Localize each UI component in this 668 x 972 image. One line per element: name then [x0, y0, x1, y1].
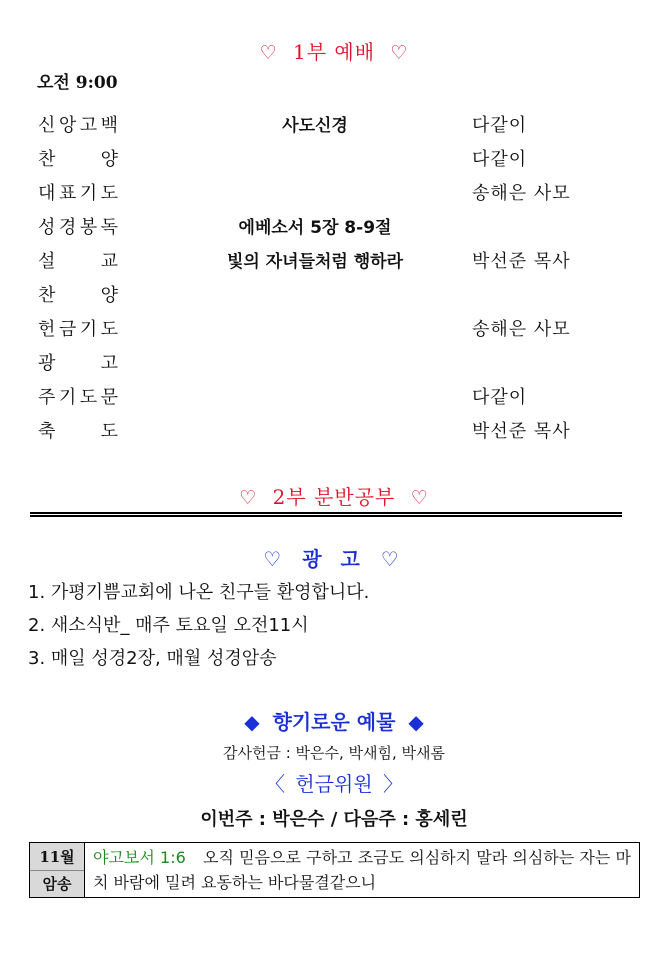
order-item-label — [38, 417, 118, 443]
order-row — [0, 111, 668, 141]
order-item-leader: 다같이 — [472, 149, 528, 170]
offering-title — [0, 706, 668, 735]
order-item-leader: 다같이 — [472, 115, 528, 136]
order-item-label-char: 백 — [100, 115, 118, 136]
heart-icon: ♡ — [390, 42, 409, 64]
order-item-label — [38, 281, 118, 307]
verse-month: 11월 — [30, 843, 84, 871]
memory-verse-text — [85, 843, 639, 897]
order-item-label-char: 문 — [100, 387, 118, 408]
offering-committee-title — [0, 768, 668, 797]
heart-icon: ♡ — [410, 487, 429, 509]
order-item-label — [38, 247, 118, 273]
order-item-detail: 사도신경 — [282, 116, 348, 136]
order-item-label-char: 설 — [38, 251, 56, 272]
order-item-label-char: 독 — [100, 217, 118, 238]
diamond-icon: ◆ — [408, 710, 424, 734]
order-item-label-char: 대 — [38, 183, 56, 204]
order-item-label-char: 도 — [100, 421, 118, 442]
order-item-label-char: 신 — [38, 115, 56, 136]
heart-icon: ♡ — [259, 42, 278, 64]
order-item-label-char: 광 — [38, 353, 56, 374]
thanks-offering: 감사헌금 : 박은수, 박새힘, 박새롬 — [222, 744, 446, 762]
order-item-label-char: 도 — [100, 183, 118, 204]
announcement-item: 1. 가평기쁨교회에 나온 친구들 환영합니다. — [28, 582, 370, 603]
order-row — [0, 281, 668, 311]
order-item-label-char: 고 — [79, 115, 98, 136]
service2-title — [0, 481, 668, 510]
order-item-label — [38, 179, 118, 205]
heart-icon: ♡ — [380, 547, 405, 571]
order-row — [0, 213, 668, 243]
order-row — [0, 247, 668, 277]
order-item-detail: 빛의 자녀들처럼 행하라 — [226, 252, 404, 272]
order-item-label-char: 기 — [58, 387, 77, 408]
order-item-label-char: 주 — [38, 387, 56, 408]
heart-icon: ♡ — [263, 547, 288, 571]
section-divider — [30, 512, 622, 517]
order-item-label-char: 찬 — [38, 149, 56, 170]
order-item-label-char: 기 — [79, 183, 98, 204]
order-item-label — [38, 315, 118, 341]
order-item-label-char: 양 — [100, 285, 118, 306]
order-row — [0, 145, 668, 175]
order-item-label-char: 교 — [100, 251, 118, 272]
order-item-detail: 에베소서 5장 8-9절 — [238, 218, 392, 238]
bracket-open: 〈 — [265, 772, 285, 796]
offering-title-text: 향기로운 예물 — [272, 710, 396, 734]
diamond-icon: ◆ — [244, 710, 260, 734]
order-item-label-char: 금 — [58, 319, 77, 340]
order-item-label-char: 경 — [58, 217, 77, 238]
announcement-item: 2. 새소식반_ 매주 토요일 오전11시 — [28, 615, 309, 636]
order-item-leader: 다같이 — [472, 387, 528, 408]
service-time: 오전 9:00 — [37, 73, 118, 93]
announcement-item: 3. 매일 성경2장, 매월 성경암송 — [28, 648, 277, 669]
order-item-label-char: 성 — [38, 217, 56, 238]
order-item-label — [38, 383, 118, 409]
memory-verse-label — [30, 843, 85, 897]
order-item-label-char: 표 — [58, 183, 77, 204]
order-item-leader: 송해은 사모 — [472, 183, 571, 204]
order-row — [0, 315, 668, 345]
order-item-label-char: 고 — [100, 353, 118, 374]
service2-title-text: 2부 분반공부 — [272, 485, 396, 509]
order-item-label — [38, 111, 118, 137]
order-item-label-char: 축 — [38, 421, 56, 442]
committee-text: 헌금위원 — [295, 772, 373, 796]
verse-body: 오직 믿음으로 구하고 조금도 의심하지 말라 의심하는 자는 마치 바람에 밀려 요동하는 바다물결같으니 — [93, 848, 631, 892]
heart-icon: ♡ — [239, 487, 258, 509]
order-item-label-char: 도 — [100, 319, 118, 340]
order-item-leader: 박선준 목사 — [472, 251, 571, 272]
order-item-label-char: 헌 — [38, 319, 56, 340]
memory-verse-box — [29, 842, 640, 898]
order-item-label-char: 찬 — [38, 285, 56, 306]
order-item-label — [38, 145, 118, 171]
order-row — [0, 417, 668, 447]
service1-title-text: 1부 예배 — [292, 40, 376, 64]
order-item-label-char: 양 — [100, 149, 118, 170]
order-item-label-char: 앙 — [58, 115, 77, 136]
service1-title — [0, 36, 668, 65]
order-item-leader: 박선준 목사 — [472, 421, 571, 442]
order-item-label-char: 기 — [79, 319, 98, 340]
order-row — [0, 349, 668, 379]
order-item-label-char: 봉 — [79, 217, 98, 238]
order-item-label — [38, 349, 118, 375]
offering-servers: 이번주 : 박은수 / 다음주 : 홍세린 — [200, 809, 468, 830]
bracket-close: 〉 — [383, 772, 403, 796]
order-row — [0, 179, 668, 209]
order-item-leader: 송해은 사모 — [472, 319, 571, 340]
announcements-title — [0, 543, 668, 572]
order-row — [0, 383, 668, 413]
verse-label-text: 암송 — [42, 875, 72, 894]
verse-reference: 야고보서 1:6 — [93, 848, 186, 867]
order-item-label — [38, 213, 118, 239]
order-item-label-char: 도 — [79, 387, 98, 408]
announcements-title-text: 광 고 — [302, 547, 366, 571]
